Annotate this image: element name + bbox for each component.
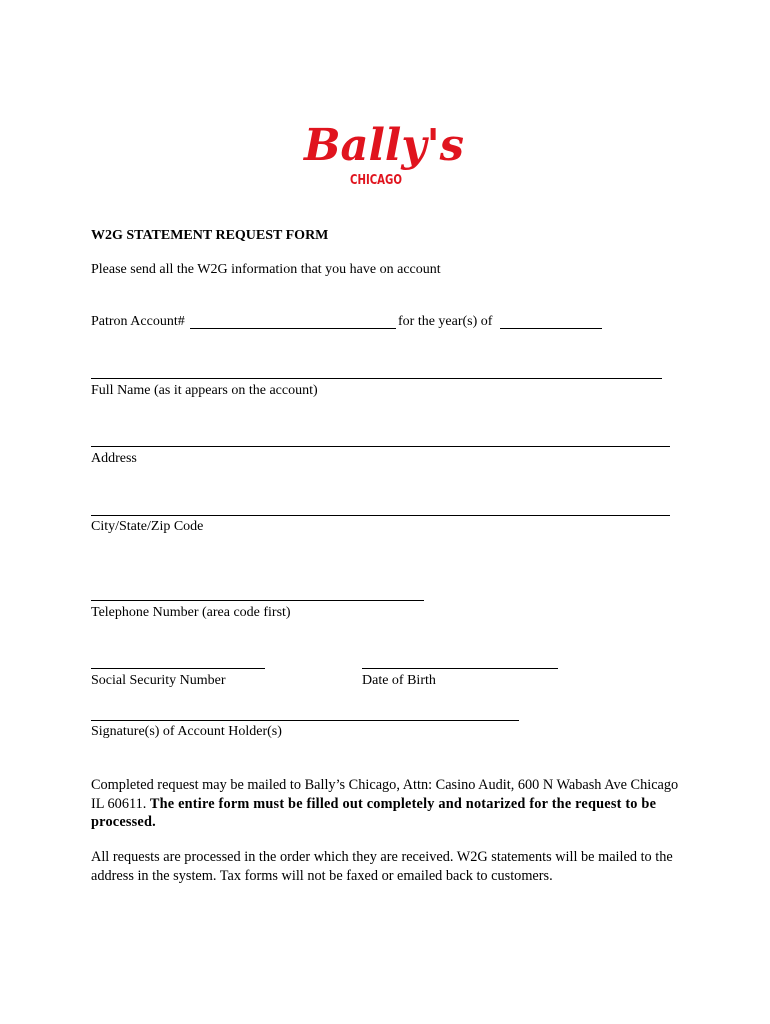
signature-line[interactable] — [91, 720, 519, 721]
patron-account-line[interactable] — [190, 328, 396, 329]
years-line[interactable] — [500, 328, 602, 329]
years-label: for the year(s) of — [398, 314, 493, 329]
address-label: Address — [91, 451, 137, 466]
signature-label: Signature(s) of Account Holder(s) — [91, 724, 282, 739]
telephone-label: Telephone Number (area code first) — [91, 605, 291, 620]
ssn-line[interactable] — [91, 668, 265, 669]
dob-label: Date of Birth — [362, 673, 436, 688]
ballys-logo-graphic — [302, 112, 470, 188]
mailing-instructions — [91, 776, 681, 832]
address-line[interactable] — [91, 446, 670, 447]
ssn-label: Social Security Number — [91, 673, 226, 688]
logo-location: CHICAGO — [350, 173, 402, 188]
full-name-label: Full Name (as it appears on the account) — [91, 383, 318, 398]
patron-account-label: Patron Account# — [91, 314, 185, 329]
mailing-address-text: Completed request may be mailed to Bally’s Chicago, Attn: Casino Audit, 600 N Wabash Ave Chicago IL 60611. — [91, 777, 679, 812]
form-title: W2G STATEMENT REQUEST FORM — [91, 228, 329, 243]
city-state-zip-label: City/State/Zip Code — [91, 519, 204, 534]
telephone-line[interactable] — [91, 600, 424, 601]
dob-line[interactable] — [362, 668, 558, 669]
logo-wordmark: Bally's — [302, 120, 464, 171]
processing-notice: All requests are processed in the order which they are received. W2G statements will be mailed to the address in the system. Tax forms will not be faxed or emailed back to customers. — [91, 849, 673, 884]
city-state-zip-line[interactable] — [91, 515, 670, 516]
ballys-chicago-logo — [302, 112, 470, 188]
intro-text: Please send all the W2G information that you have on account — [91, 262, 441, 277]
notarization-requirement: The entire form must be filled out completely and notarized for the request to be processed. — [91, 795, 657, 830]
full-name-line[interactable] — [91, 378, 662, 379]
